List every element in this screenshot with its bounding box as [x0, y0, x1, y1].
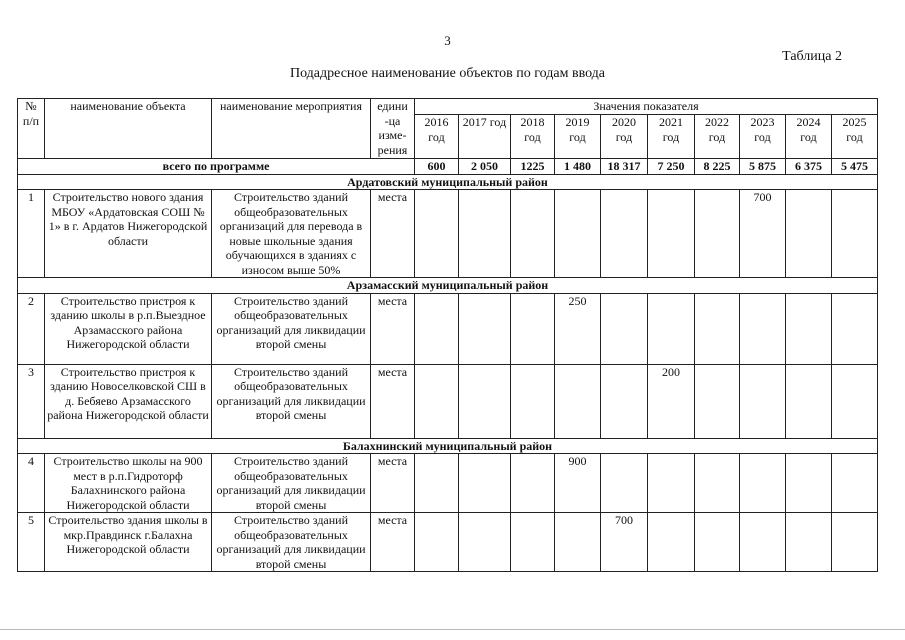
table-label: Таблица 2	[782, 49, 842, 64]
year-value	[648, 513, 695, 572]
district-row	[18, 174, 878, 190]
year-value	[511, 513, 555, 572]
table-row	[18, 293, 878, 364]
total-value: 7 250	[648, 159, 695, 175]
year-value	[695, 364, 740, 438]
year-value	[695, 293, 740, 364]
year-value	[832, 364, 878, 438]
year-value	[459, 293, 511, 364]
page-number: 3	[444, 33, 451, 48]
measure-name: Строительство зданий общеобразовательных организаций для ликвидации второй смены	[212, 454, 371, 513]
objects-table	[17, 98, 878, 572]
year-value	[459, 454, 511, 513]
year-value	[555, 364, 601, 438]
year-value	[415, 293, 459, 364]
year-value	[415, 190, 459, 278]
year-value	[459, 190, 511, 278]
table-row	[18, 513, 878, 572]
year-value: 700	[601, 513, 648, 572]
row-number: 5	[18, 513, 45, 572]
year-value	[786, 190, 832, 278]
district-name: Ардатовский муниципальный район	[18, 174, 878, 190]
row-number: 1	[18, 190, 45, 278]
total-value: 1 480	[555, 159, 601, 175]
year-value	[459, 513, 511, 572]
page-bottom-edge	[0, 629, 905, 630]
object-name: Строительство пристроя к зданию Новоселковской СШ в д. Бебяево Арзамасского района Нижегородской области	[45, 364, 212, 438]
total-value: 5 475	[832, 159, 878, 175]
header-year-6: 2022 год	[695, 115, 740, 159]
year-value	[511, 293, 555, 364]
total-value: 8 225	[695, 159, 740, 175]
year-value	[832, 454, 878, 513]
row-number: 2	[18, 293, 45, 364]
total-value: 6 375	[786, 159, 832, 175]
year-value: 700	[740, 190, 786, 278]
year-value	[832, 513, 878, 572]
measure-name: Строительство зданий общеобразовательных организаций для ликвидации второй смены	[212, 364, 371, 438]
total-row	[18, 159, 878, 175]
district-row	[18, 438, 878, 454]
year-value	[786, 454, 832, 513]
header-year-3: 2019 год	[555, 115, 601, 159]
year-value	[555, 190, 601, 278]
year-value: 200	[648, 364, 695, 438]
unit: места	[371, 364, 415, 438]
header-row-1	[18, 99, 878, 115]
year-value	[740, 454, 786, 513]
measure-name: Строительство зданий общеобразовательных организаций для ликвидации второй смены	[212, 513, 371, 572]
unit: места	[371, 513, 415, 572]
year-value	[832, 293, 878, 364]
total-value: 18 317	[601, 159, 648, 175]
year-value	[648, 293, 695, 364]
year-value	[786, 364, 832, 438]
object-name: Строительство пристроя к зданию школы в р.п.Выездное Арзамасского района Нижегородской области	[45, 293, 212, 364]
unit: места	[371, 190, 415, 278]
year-value	[786, 293, 832, 364]
total-label: всего по программе	[18, 159, 415, 175]
year-value	[740, 293, 786, 364]
total-value: 5 875	[740, 159, 786, 175]
header-year-0: 2016 год	[415, 115, 459, 159]
year-value	[695, 454, 740, 513]
year-value	[601, 190, 648, 278]
year-value: 250	[555, 293, 601, 364]
year-value	[601, 454, 648, 513]
year-value	[740, 513, 786, 572]
object-name: Строительство школы на 900 мест в р.п.Гидроторф Балахнинского района Нижегородской области	[45, 454, 212, 513]
year-value	[648, 454, 695, 513]
header-num: № п/п	[18, 99, 45, 159]
year-value	[415, 454, 459, 513]
row-number: 4	[18, 454, 45, 513]
header-year-2: 2018 год	[511, 115, 555, 159]
table-row	[18, 190, 878, 278]
year-value	[601, 364, 648, 438]
year-value	[459, 364, 511, 438]
year-value	[740, 364, 786, 438]
year-value	[555, 513, 601, 572]
year-value	[648, 190, 695, 278]
year-value	[511, 190, 555, 278]
year-value	[786, 513, 832, 572]
year-value	[415, 364, 459, 438]
header-measure: наименование мероприятия	[212, 99, 371, 159]
year-value: 900	[555, 454, 601, 513]
year-value	[695, 190, 740, 278]
object-name: Строительство здания школы в мкр.Правдинск г.Балахна Нижегородской области	[45, 513, 212, 572]
year-value	[511, 454, 555, 513]
table-row	[18, 454, 878, 513]
year-value	[511, 364, 555, 438]
header-unit: едини -ца изме- рения	[371, 99, 415, 159]
district-row	[18, 278, 878, 294]
total-value: 600	[415, 159, 459, 175]
total-value: 2 050	[459, 159, 511, 175]
total-value: 1225	[511, 159, 555, 175]
year-value	[415, 513, 459, 572]
object-name: Строительство нового здания МБОУ «Ардатовская СОШ № 1» в г. Ардатов Нижегородской области	[45, 190, 212, 278]
year-value	[695, 513, 740, 572]
header-year-9: 2025 год	[832, 115, 878, 159]
header-year-8: 2024 год	[786, 115, 832, 159]
header-year-4: 2020 год	[601, 115, 648, 159]
header-values-group: Значения показателя	[415, 99, 878, 115]
unit: места	[371, 454, 415, 513]
unit: места	[371, 293, 415, 364]
header-year-1: 2017 год	[459, 115, 511, 159]
measure-name: Строительство зданий общеобразовательных организаций для ликвидации второй смены	[212, 293, 371, 364]
header-year-7: 2023 год	[740, 115, 786, 159]
document-title: Подадресное наименование объектов по годам ввода	[289, 66, 606, 81]
district-name: Арзамасский муниципальный район	[18, 278, 878, 294]
table-row	[18, 364, 878, 438]
row-number: 3	[18, 364, 45, 438]
measure-name: Строительство зданий общеобразовательных организаций для перевода в новые школьные здания обучающихся в зданиях с износом выше 50%	[212, 190, 371, 278]
district-name: Балахнинский муниципальный район	[18, 438, 878, 454]
header-object: наименование объекта	[45, 99, 212, 159]
year-value	[832, 190, 878, 278]
header-year-5: 2021 год	[648, 115, 695, 159]
year-value	[601, 293, 648, 364]
